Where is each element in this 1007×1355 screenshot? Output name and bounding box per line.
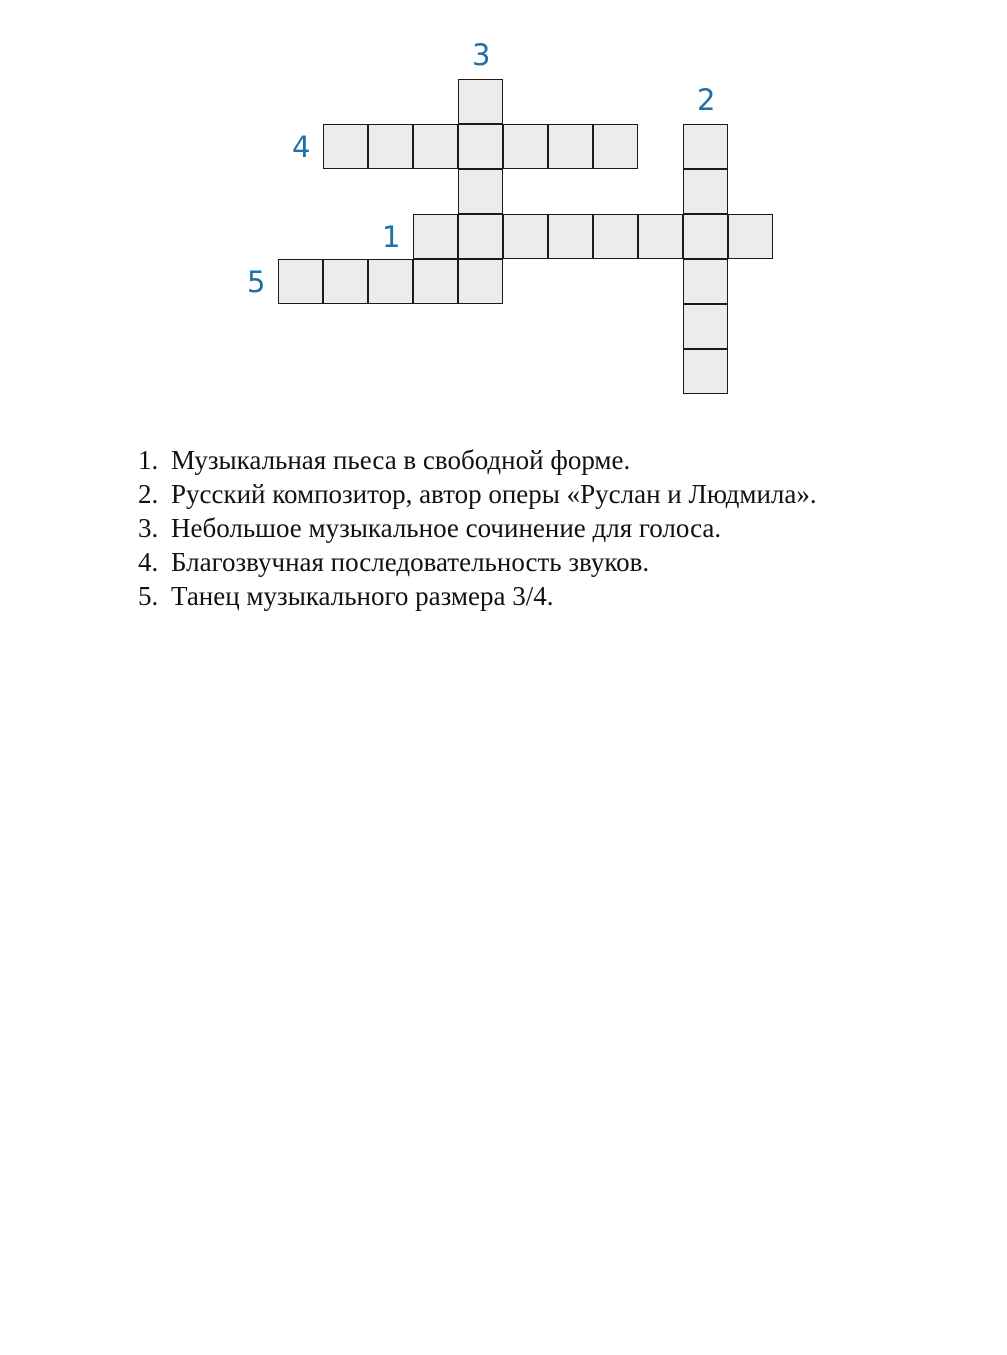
clue-list: [138, 443, 817, 613]
crossword-cell[interactable]: [548, 124, 593, 169]
crossword-cell[interactable]: [503, 124, 548, 169]
clue-item: [138, 579, 817, 613]
clue-item: [138, 511, 817, 545]
crossword-cell[interactable]: [368, 124, 413, 169]
clue-text: Благозвучная последовательность звуков.: [171, 547, 650, 577]
clue-text: Русский композитор, автор оперы «Руслан и Людмила».: [171, 479, 817, 509]
clue-number: 3.: [138, 513, 159, 543]
crossword-cell[interactable]: [413, 259, 458, 304]
crossword-cell[interactable]: [728, 214, 773, 259]
clue-item: [138, 477, 817, 511]
crossword-cell[interactable]: [458, 124, 503, 169]
crossword-cell[interactable]: [458, 214, 503, 259]
crossword-cell[interactable]: [548, 214, 593, 259]
crossword-cell[interactable]: [323, 259, 368, 304]
word-number-4: 4: [292, 130, 311, 164]
crossword-cell[interactable]: [458, 169, 503, 214]
crossword-cell[interactable]: [683, 304, 728, 349]
clue-text: Небольшое музыкальное сочинение для голоса.: [171, 513, 722, 543]
crossword-cell[interactable]: [593, 214, 638, 259]
crossword-cell[interactable]: [323, 124, 368, 169]
clue-item: [138, 545, 817, 579]
clue-number: 1.: [138, 445, 159, 475]
clue-number: 5.: [138, 581, 159, 611]
crossword-cell[interactable]: [413, 124, 458, 169]
crossword-cell[interactable]: [458, 79, 503, 124]
crossword-cell[interactable]: [683, 124, 728, 169]
crossword-grid: [0, 0, 1007, 420]
crossword-cell[interactable]: [683, 259, 728, 304]
crossword-cell[interactable]: [683, 214, 728, 259]
crossword-cell[interactable]: [503, 214, 548, 259]
crossword-cell[interactable]: [278, 259, 323, 304]
crossword-cell[interactable]: [593, 124, 638, 169]
word-number-1: 1: [382, 220, 401, 254]
word-number-5: 5: [247, 265, 266, 299]
clue-number: 2.: [138, 479, 159, 509]
crossword-cell[interactable]: [413, 214, 458, 259]
crossword-cell[interactable]: [683, 349, 728, 394]
word-number-3: 3: [472, 38, 491, 72]
word-number-2: 2: [697, 83, 716, 117]
clue-number: 4.: [138, 547, 159, 577]
crossword-cell[interactable]: [683, 169, 728, 214]
clue-item: [138, 443, 817, 477]
crossword-cell[interactable]: [458, 259, 503, 304]
crossword-cell[interactable]: [368, 259, 413, 304]
clue-text: Музыкальная пьеса в свободной форме.: [171, 445, 631, 475]
clue-text: Танец музыкального размера 3/4.: [171, 581, 554, 611]
crossword-cell[interactable]: [638, 214, 683, 259]
